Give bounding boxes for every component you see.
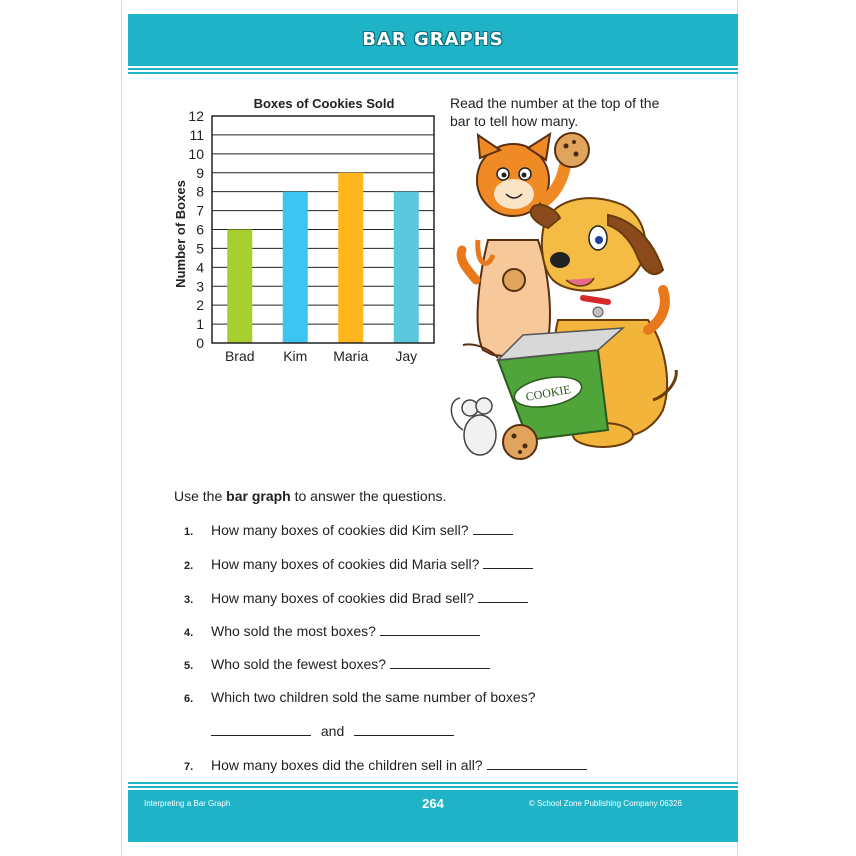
y-tick-label: 0: [196, 335, 204, 351]
bar-brad: [227, 230, 252, 344]
y-tick-label: 9: [196, 164, 204, 181]
prompt-bold: bar graph: [226, 488, 291, 504]
question-text: How many boxes of cookies did Kim sell?: [211, 522, 469, 538]
question-number: 6.: [184, 693, 194, 705]
y-tick-label: 12: [188, 108, 204, 124]
question-number: 1.: [184, 526, 194, 538]
answer-blank[interactable]: [483, 556, 533, 569]
question-5: [184, 656, 490, 672]
question-number: 5.: [184, 660, 194, 672]
footer-topic: Interpreting a Bar Graph: [144, 799, 231, 808]
y-tick-label: 5: [196, 240, 204, 257]
question-number: 7.: [184, 761, 194, 773]
bar-jay: [394, 192, 419, 343]
y-axis-label: Number of Boxes: [173, 180, 188, 288]
answer-blank[interactable]: [473, 522, 513, 535]
question-number: 2.: [184, 560, 194, 572]
prompt-suffix: to answer the questions.: [290, 488, 447, 504]
bar-kim: [283, 192, 308, 343]
answer-blank[interactable]: [478, 590, 528, 603]
y-tick-label: 8: [196, 183, 204, 200]
cookie-box-label: COOKIE: [524, 382, 572, 404]
question-6-answer-line: [211, 723, 454, 739]
footer-stripes: [128, 782, 738, 792]
chart-title: Boxes of Cookies Sold: [253, 96, 395, 111]
and-text: and: [320, 723, 345, 739]
page-title: BAR GRAPHS: [362, 28, 504, 50]
y-tick-label: 6: [196, 221, 204, 238]
bar-chart: [168, 92, 438, 387]
answer-blank[interactable]: [390, 656, 490, 669]
y-tick-label: 7: [196, 202, 204, 219]
y-tick-label: 4: [196, 259, 204, 276]
y-tick-label: 2: [196, 297, 204, 314]
page-number: 264: [422, 796, 444, 811]
answer-blank[interactable]: [380, 623, 480, 636]
x-tick-label-kim: Kim: [283, 348, 308, 364]
question-text: How many boxes of cookies did Brad sell?: [211, 590, 475, 606]
question-number: 3.: [184, 594, 194, 606]
bar-chart-svg: [168, 92, 438, 382]
answer-blank[interactable]: [354, 723, 454, 736]
header-band: [128, 14, 738, 64]
animals-illustration: [448, 130, 688, 485]
question-number: 4.: [184, 627, 194, 639]
y-tick-label: 1: [196, 316, 204, 333]
header-stripes: [128, 64, 738, 74]
answer-blank[interactable]: [211, 723, 311, 736]
bar-maria: [338, 173, 363, 343]
instruction-text: Read the number at the top of the bar to tell how many.: [450, 95, 660, 129]
question-text: Who sold the most boxes?: [211, 623, 376, 639]
questions-prompt: [174, 488, 446, 504]
y-tick-label: 3: [196, 278, 204, 295]
question-text: Which two children sold the same number of boxes?: [211, 689, 536, 705]
x-tick-label-brad: Brad: [224, 348, 255, 364]
question-6: [184, 689, 536, 705]
question-text: How many boxes of cookies did Maria sell?: [211, 556, 480, 572]
question-1: [184, 522, 513, 538]
y-tick-label: 10: [188, 145, 204, 162]
question-7: [184, 757, 587, 773]
x-tick-labels: [225, 348, 417, 364]
question-4: [184, 623, 480, 639]
question-2: [184, 556, 533, 572]
y-tick-labels: [188, 108, 204, 351]
chart-bars: [227, 173, 419, 343]
y-tick-label: 11: [189, 126, 204, 143]
footer-copyright: © School Zone Publishing Company 06326: [528, 799, 682, 808]
question-text: Who sold the fewest boxes?: [211, 656, 387, 672]
x-tick-label-jay: Jay: [395, 348, 418, 364]
prompt-prefix: Use the: [174, 488, 227, 504]
footer-band: [128, 792, 738, 842]
answer-blank[interactable]: [487, 757, 587, 770]
question-3: [184, 590, 528, 606]
question-text: How many boxes did the children sell in all?: [211, 757, 483, 773]
x-tick-label-maria: Maria: [333, 348, 369, 364]
